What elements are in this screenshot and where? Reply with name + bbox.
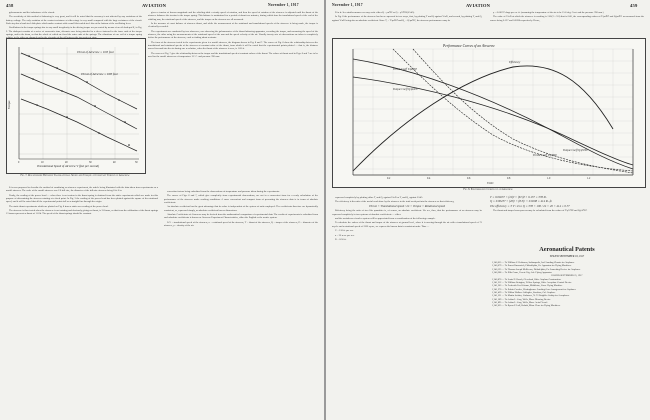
paragraph: n = 20 revs. per sec. xyxy=(335,233,355,237)
paragraph: expressed completely by plotting either T, and Q, against V/nD or T, and Q, against V/nD. xyxy=(335,196,423,199)
figure-8 xyxy=(332,38,646,188)
paragraph: and the usefulness of such a system will be appreciated from a consideration of the following example. xyxy=(335,217,436,220)
paragraph: V = 110 ft. per sec. xyxy=(335,229,354,233)
fig7-curve-label: Thrust of Airscrew = 0.85 foot xyxy=(81,72,118,76)
torque-coeff-v-curve xyxy=(413,49,633,173)
paragraph: If V = translational speed of the airscrew, n = rotational speed of the airscrew, T = thrust of the airscrew, Q = torque of the airscrew, D = diameter of the airscrew, ρ = density of the air. xyxy=(164,220,318,227)
paragraph: Absolute Coefficients of Airscrews may be derived from the mathematical comparison of experimental data. The results of experiments is calculated from such absolute coefficients is known as Airscrew Experiment Characteristics, either the English or the metric system. xyxy=(164,213,318,220)
fig8-curve-label: Torque Coeff Q/ρV²D³ xyxy=(563,149,588,152)
right-page-number: 459 xyxy=(630,3,638,8)
right-col-b xyxy=(490,11,644,35)
paragraph: In the measure of exact balance of airscrew thrust, and while the measurement of the rotational and translational speeds of the airscrew is being made, the torque is electrically recorded. xyxy=(148,21,318,29)
fig7-x-label: Translational Speed of Airscrew V (feet per second) xyxy=(37,164,100,168)
list-item: 1,240,670 — To Louis N. Roach, Cleveland, Ohio. Airplane Construction. xyxy=(492,277,562,281)
paragraph: The sensitivity of this method of balancing is very great, and it will be noted that the accuracy is not affected by any variations of the battery voltage. The only variation of the contact resistance at either stage is very small compared with the large resistance of the circuit. Each step has a hard steel disk plate which makes contact with a small flat-ended steel disc at the bottom of the oscillating lever. xyxy=(6,15,142,25)
figure-8-caption: Fig. 8. Performance Curves of an Airscrew xyxy=(463,188,513,191)
left-date: November 1, 1917 xyxy=(268,3,299,7)
fig8-curve-label: Thrust Coeff T/ρn²D⁴ xyxy=(393,68,417,71)
fig8-title: Performance Curves of an Airscrew xyxy=(443,44,495,48)
list-item: 1,242,025 — To Byron P. Lull, Duluth, Minn. Fluer for Flying Machines. xyxy=(492,304,561,308)
paragraph: correction factors being calculated from the observations of temperature and pressure taken during the experiments. xyxy=(167,190,280,193)
left-bottom-col-a xyxy=(6,186,158,414)
fig7-curve-label: Thrust of Airscrew = 0.95 foot xyxy=(77,50,114,54)
fig8-x-tick: 0.4 xyxy=(427,177,431,180)
figure-number: Fig. 8 xyxy=(463,188,470,191)
patents-subtitle: ISSUED SEPTEMBER 18, 1917 xyxy=(549,255,585,258)
paragraph: To calculate the values of the thrust and torque of the airscrew at ground level, when it is moving through the air with a translational speed of 75 m.p.h. and a rotational speed of 1200 r.p.m., we express the known data in consistent units. Thus — xyxy=(332,221,482,228)
thrust-equation: T = 0.00237 × (20)² × (8.5)⁴ × 0.137 = 378 lb. xyxy=(490,195,547,199)
paragraph: In Fig. 8 the performance of the airscrew has been expressed in two ways, first, by plotting T and Q against V/nD, and second, by plotting T, and Q, against V/nD being also an absolute coefficient. Since T, = T/ρn²D⁴ and Q, = Q/ρn²D⁵, the airscrew performances may be xyxy=(332,15,482,22)
curve-mid-thrust xyxy=(21,74,137,129)
paragraph: Efficiency being the ratio of two like quantities is, of course, an absolute coefficient. We see, then, that the performance of an airscrew may be expressed completely in two systems of absolute coefficients — either xyxy=(332,209,482,216)
list-item: 1,241,370 — To Edwin Crocker, Westinghouse. Landing Gear Arrangement for Airplanes. xyxy=(492,287,577,291)
left-col-a xyxy=(6,11,142,37)
figure-7-caption: Fig. 7. Relationship Between Translational Speed and Torque at Constant Thrust of Airscrew xyxy=(20,174,130,177)
list-item: 1,240,079 — To Ernest Brunswick, Philadelphia, Pa. Apparatus for Flying Machines. xyxy=(492,264,572,268)
section-heading: ISSUED SEPTEMBER 25, 1917 xyxy=(551,274,583,278)
efficiency-equation: Thrust × Translational speed / 2π × Torque × Rotational speed xyxy=(368,203,446,208)
left-page-number: 458 xyxy=(6,3,14,8)
figure-number: Fig. 7 xyxy=(20,174,27,177)
paragraph: The static thrust experiments which are plotted on Fig. 6 from a static zero reading of the power head. xyxy=(9,204,109,208)
fig8-x-tick: 1.2 xyxy=(587,177,591,180)
figure-8-plot xyxy=(333,39,645,187)
left-col-b xyxy=(148,11,318,187)
fig8-x-tick: 0.6 xyxy=(467,177,471,180)
left-bottom-col-b xyxy=(164,190,318,414)
list-item: 1,240,368 — To Ellis Crane, Forest City, Ark. Flying Apparatus. xyxy=(492,271,553,275)
paragraph: It is now proposed to describe the method of combining on airscrew experiment, the article being illustrated with the data taken from experiments on a model airscrew. The scale of the model airscrew was 1/8 full size, the diameter of the full-size airscrew being 8 ft. 6 in. xyxy=(6,186,158,193)
right-bottom-col-b xyxy=(490,196,644,234)
efficiency-value: The efficiency = T V / 2π n Q = 378 × 100 / 2π × 20 × 414 = 0.77 xyxy=(490,203,570,208)
fig7-x-tick: 10 xyxy=(41,161,44,164)
fig7-x-tick: 40 xyxy=(113,161,116,164)
right-date: November 1, 1917 xyxy=(332,3,363,7)
paragraph: The experiments are conducted by two observers, one observing the galvanometer of the thrust balancing apparatus, recording the torque, and measuring the speed of the airscrew, the other using the measurements of the rotational speed of the arm and the speed velocity of the air. Usually twenty sets of observations are taken to completely define the performance of the airscrew, each set taking about a minute. xyxy=(148,29,318,40)
paragraph: The thrust and torque horse-powers may be calculated from the values of T/ρV²D² and Q/ρV²D³. xyxy=(493,209,588,213)
fig8-curve-label: Thrust Coeff T/ρV²D² xyxy=(533,154,557,157)
paragraph: given a tension of known magnitude and the whirling table a steady speed of rotation, and then the speed of rotation of the airscrew is adjusted until the thrust of the airscrew balances the tension in the torque spring. This balance is maintained for a period of about two minutes, during which time the translational speed of the end of the whirling arm, the rotational speed of the airscrew, and the torque on the airscrew are all measured. xyxy=(148,11,318,21)
paragraph: The curves of Fig. 7 give the relationship between the torque and the translational speed at constant values of the thrust. The values of thrust used in Figs. 6 and 7 are to be used for the model airscrews of temperature 15° C. and pressure 760 mm. xyxy=(148,51,318,58)
fig8-curve-label: Torque Coeff Q/ρn²D⁵ xyxy=(393,88,418,91)
fig8-curve-label: Efficiency xyxy=(509,61,521,64)
paragraph: The form of the airscrew tested in the experiments given is a model airscrew, the diagram shown in Fig. 8 and 7. The curves of Fig. 6 show the relationship between the translational and rotational speeds of the airscrew at constant value of the thrust, from which it will be noted that the experimental points plotted — that is, the distance moved forward into the air during one revolution, when the thrust of the airscrew is zero, is 1.85 ft. xyxy=(148,40,318,51)
paragraph: The efficiency is the ratio of the useful work done by the airscrew to the total work put into the airscrew so that efficiency, xyxy=(335,200,455,204)
paragraph: The airscrew is then tested when the airscrew is not rotating and obviously giving no thrust, is 3.8 turns, so that from the calibration of the thrust springs 13 turns represents a thrust of 1.8 lb. The speed of the thrust springs should be constant. xyxy=(6,209,158,216)
curve-low-thrust xyxy=(21,99,137,151)
list-item: 1,241,521 — To Martin Jenkins, Cashmere, N. Y. Dirigible Airship for Aeroplanes. xyxy=(492,294,570,298)
figure-caption-text: Relationship Between Translational Speed and Torque at Constant Thrust of Airscrew xyxy=(27,174,130,177)
list-item: 1,240,055 — To William C. Robinson, Indianapolis, Ind. Landing-Chassis for Airplanes. xyxy=(492,261,575,264)
paragraph: Oscillations in the torque springs due to any small irregularity in the driving torque are prevented by means of an oil dash-pot K, in Fig. 2. The dash-pot consists of a series of concentric rims, alternate ones being attached to a sleeve fastened to the inner ends of the torque springs, and to the drum, so that the whole of which are fixed the outer ends of the springs. The vibrations of one coil of a torque spring xyxy=(6,26,142,36)
right-journal-title: AVIATION xyxy=(466,3,491,8)
right-col-a xyxy=(332,11,482,35)
fig8-x-tick: 0.8 xyxy=(507,177,511,180)
torque-equation: Q = 0.00237 × (20)² × (8.5)⁵ × 0.0208 = 414 lb.-ft. xyxy=(490,199,553,204)
right-page xyxy=(326,0,650,420)
paragraph: ρ = 0.00237 slugs per cu. ft. (assuming the temperature of the air to be 15.6 deg. Cent. and the pressure 760 mm.) xyxy=(493,11,604,14)
figure-caption-text: Performance Curves of an Airscrew xyxy=(470,188,513,191)
patents-title: Aeronautical Patents xyxy=(539,246,595,253)
efficiency-curve xyxy=(353,66,613,171)
list-item: 1,241,439 — To Wilbur Wallace Gallagher, Stockton, Cal. Airplane. xyxy=(492,291,556,295)
left-page xyxy=(0,0,324,420)
paragraph: Firstly, the reading of the power head — when there is no tension in the thrust spring is obtained from the static experiments which are made for this purpose of determining the airscrew rotating at a fixed point. In Fig. 3 the reading of the power head has been plotted against the square of the rotational speed, and it will be noted that all the experimental points fall on a straight line through the origin. xyxy=(6,193,158,204)
fig7-y-label: Torque xyxy=(7,100,11,109)
fig7-x-tick: 20 xyxy=(65,161,68,164)
right-bottom-col-a xyxy=(332,196,482,414)
fig8-x-label: V/nD xyxy=(487,181,494,185)
fig7-x-tick: 30 xyxy=(89,161,92,164)
list-item: 1,241,895 — To Arthur L. Gray, Wells, Mass. Aerial Vessel. xyxy=(492,301,548,305)
list-item: 1,241,569 — To Arthur L. Gray, Wells, Mass. Mooring Device. xyxy=(492,297,552,301)
figure-7 xyxy=(6,38,146,174)
list-item: 1,240,135 — To Thomas Joseph McKeown, Philadelphia, Pa. Launching Device for Airplanes. xyxy=(492,267,581,271)
fig8-x-tick: 1.0 xyxy=(547,177,551,180)
paragraph: The value of V/nD at which the airscrew is working is 110/(2 × 9.0) that is 0.60, the corresponding values of T/ρn²D⁴ and Q/ρn²D⁵ as measured from the curves being 0.137 and 0.0208 respectively. Hence, xyxy=(490,15,644,22)
figure-7-plot xyxy=(7,39,145,173)
fig7-x-tick: 50 xyxy=(135,161,138,164)
list-item: 1,241,303 — To Frederick Fred Grimm, Middleton, Conn. Flying Machine. xyxy=(492,284,563,288)
left-journal-title: AVIATION xyxy=(142,3,167,8)
fig8-x-tick: 0.2 xyxy=(387,177,391,180)
list-item: 1,241,212 — To William Ovington, Yellow Springs, Ohio. Aeroplane Control Device. xyxy=(492,281,573,285)
paragraph: galvanometer and the inductance of the circuit. xyxy=(9,11,55,14)
paragraph: The curves of Figs. 6 and 7, which give completely from experimental observations, are not in a convenient form for a ready calculation of the performance of the airscrew under working conditions. A more convenient and compact form of presenting the airscrew data is in terms of absolute coefficients. xyxy=(164,194,318,204)
fig7-x-tick: 0 xyxy=(18,161,20,164)
patent-list xyxy=(492,261,642,415)
paragraph: D = 8.50 ft. xyxy=(335,238,347,241)
paragraph: D in ft. In a similar manner we may write either Q = ρn²D⁵ or Q = ρV²D³f(V/nD). xyxy=(335,11,415,14)
paragraph: An absolute coefficient has the great advantage that its value is independent of the system of units employed. The coefficients therefore are dynamically consistent, or, expressed simply, an absolute coefficient has no dimensions. xyxy=(164,205,318,212)
